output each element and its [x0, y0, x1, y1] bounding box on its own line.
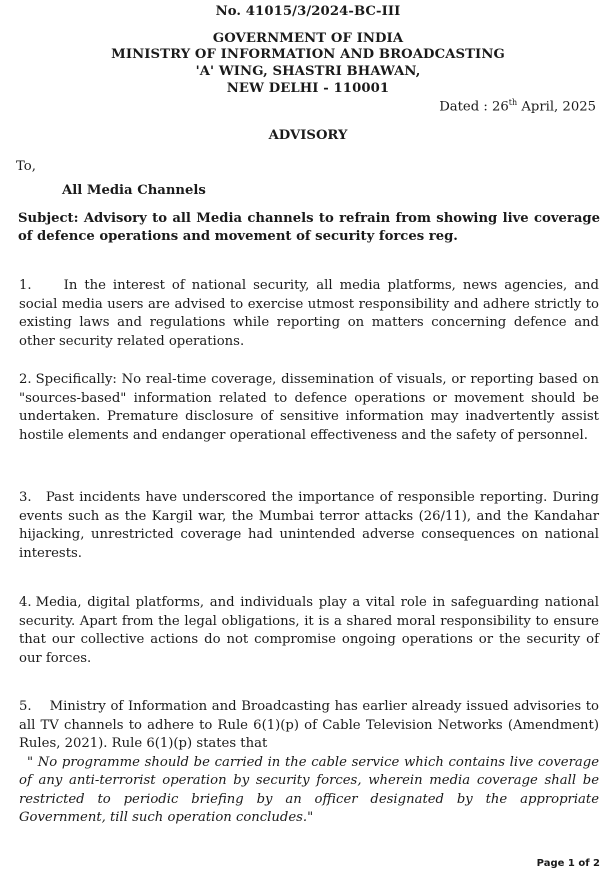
date-ordinal: th — [508, 98, 518, 107]
subject-line: Subject: Advisory to all Media channels to refrain from showing live coverage of defence operations and movement of security forces reg. — [18, 211, 600, 244]
paragraph-4 — [19, 594, 599, 668]
ministry-heading: MINISTRY OF INFORMATION AND BROADCASTING — [111, 47, 505, 62]
paragraph-1 — [19, 277, 599, 351]
wing-address: 'A' WING, SHASTRI BHAWAN, — [195, 64, 421, 79]
date-line — [439, 98, 596, 114]
paragraph-text: Specifically: No real-time coverage, dissemination of visuals, or reporting based on "sources-based" information related to defence operations or movement should be undertaken. Premature disclosure of sensitive information may inadvertently assist hostile elements and endanger operational effectiveness and the safety of personnel. — [19, 372, 599, 443]
page-number: Page 1 of 2 — [536, 858, 600, 869]
paragraph-5 — [19, 698, 599, 828]
paragraph-number: 2. — [19, 372, 32, 387]
paragraph-3 — [19, 489, 599, 563]
document-title: ADVISORY — [268, 128, 348, 143]
reference-number: No. 41015/3/2024-BC-III — [215, 4, 401, 19]
paragraph-number: 3. — [19, 490, 32, 505]
paragraph-number: 4. — [19, 595, 32, 610]
paragraph-text: In the interest of national security, all media platforms, news agencies, and social media users are advised to exercise utmost responsibility and adhere strictly to existing laws and regulations while reporting on matters concerning defence and other security related operations. — [19, 278, 599, 349]
rule-quote: " No programme should be carried in the cable service which contains live coverage of any anti-terrorist operation by security forces, wherein media coverage shall be restricted to periodic briefing by an officer designated by the appropriate Government, till such operation concludes." — [19, 754, 599, 825]
government-heading: GOVERNMENT OF INDIA — [212, 31, 404, 46]
date-prefix: Dated : 26 — [439, 99, 509, 115]
to-label: To, — [16, 159, 36, 174]
paragraph-text: Media, digital platforms, and individuals play a vital role in safeguarding national security. Apart from the legal obligations, it is a shared moral responsibility to ensure that our collective actions do not compromise ongoing operations or the security of our forces. — [19, 595, 599, 666]
addressee: All Media Channels — [62, 183, 206, 198]
paragraph-2 — [19, 371, 599, 445]
date-suffix: April, 2025 — [517, 99, 596, 115]
city-address: NEW DELHI - 110001 — [226, 81, 390, 96]
paragraph-text: Past incidents have underscored the importance of responsible reporting. During events such as the Kargil war, the Mumbai terror attacks (26/11), and the Kandahar hijacking, unrestricted coverage had unintended adverse consequences on national interests. — [19, 490, 599, 561]
paragraph-text: Ministry of Information and Broadcasting has earlier already issued advisories to all TV channels to adhere to Rule 6(1)(p) of Cable Television Networks (Amendment) Rules, 2021). Rule 6(1)(p) states that — [19, 699, 599, 751]
paragraph-number: 5. — [19, 699, 32, 714]
paragraph-number: 1. — [19, 278, 32, 293]
